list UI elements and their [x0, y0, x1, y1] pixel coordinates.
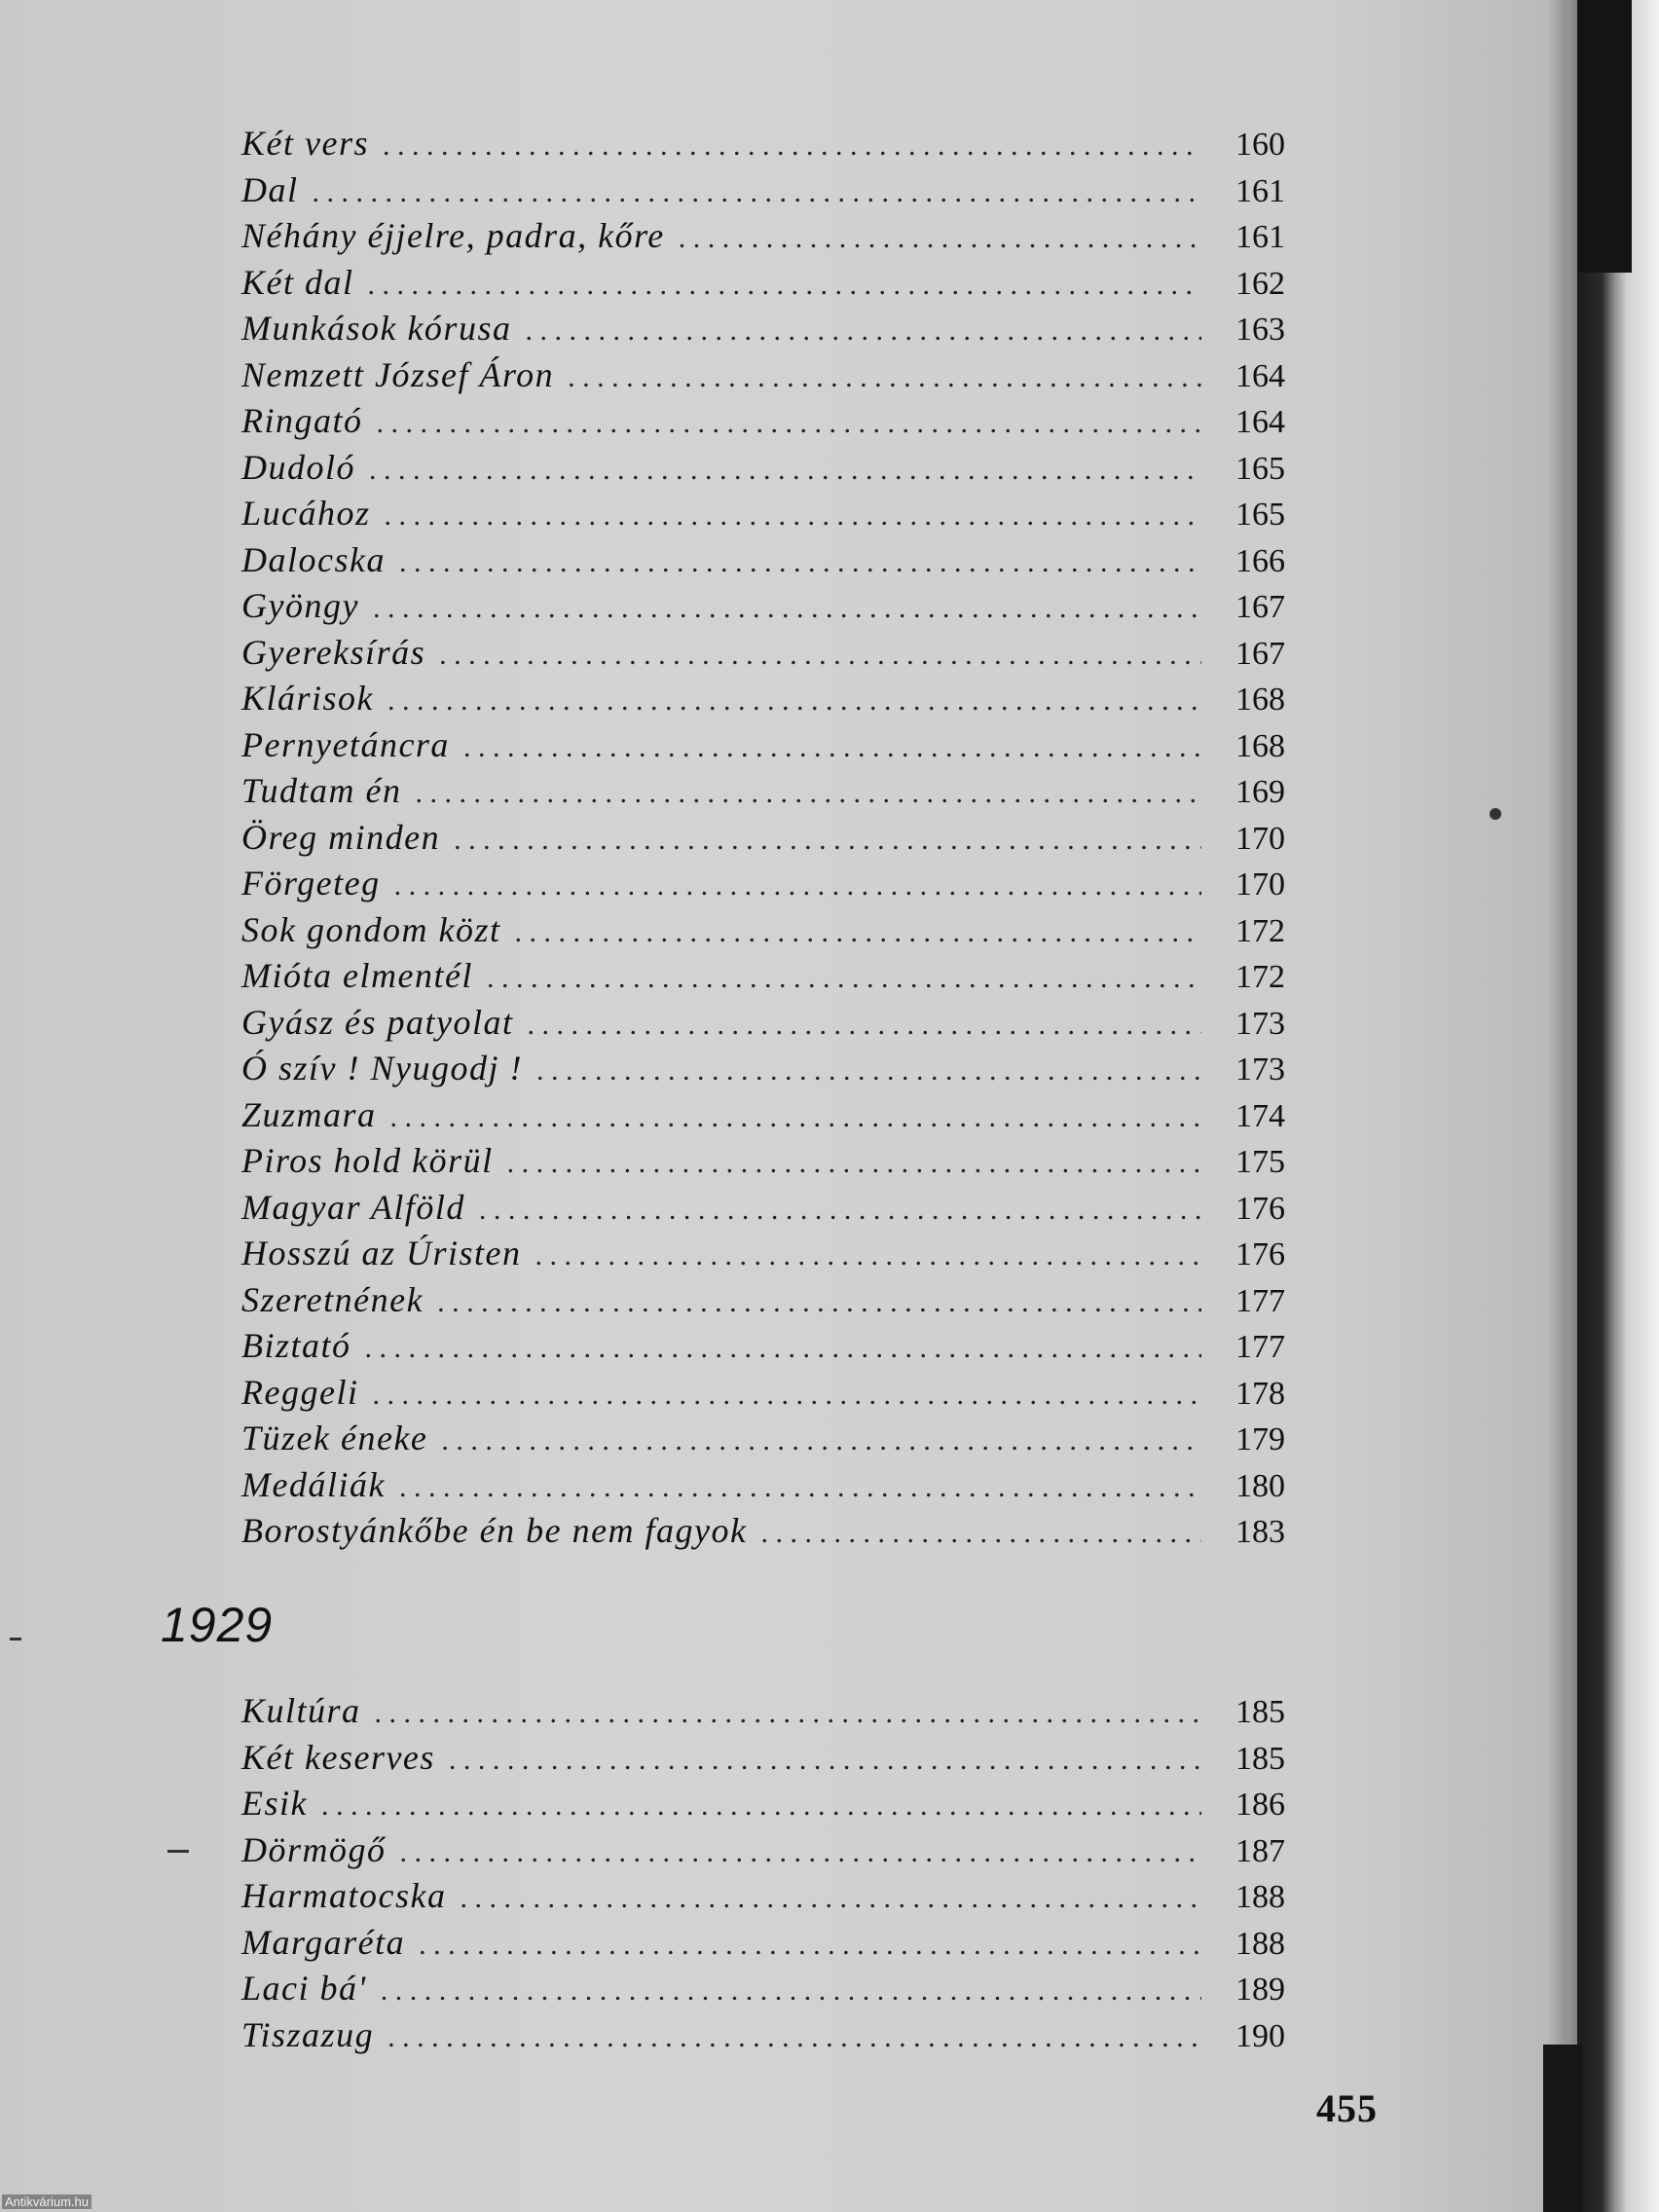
toc-entry: [241, 1094, 1285, 1141]
toc-entry-page: 172: [1235, 959, 1285, 995]
toc-entry-title: Dudoló: [241, 447, 355, 487]
toc-entry: [241, 262, 1285, 309]
dot-leader: [679, 222, 1201, 255]
toc-entry: [241, 1510, 1285, 1557]
toc-entry-title: Borostyánkőbe én be nem fagyok: [241, 1511, 748, 1550]
dot-leader: [535, 1239, 1201, 1272]
dot-leader: [514, 916, 1201, 949]
toc-entry: [241, 1187, 1285, 1234]
toc-entry-title: Két dal: [241, 262, 354, 302]
dot-leader: [381, 1974, 1201, 2008]
toc-entry-title: Nemzett József Áron: [241, 354, 555, 394]
toc-entry-page: 172: [1235, 912, 1285, 949]
toc-entry: [241, 1279, 1285, 1326]
toc-entry-page: 188: [1235, 1925, 1285, 1962]
toc-entry-page: 169: [1235, 774, 1285, 810]
toc-entry: [241, 1829, 1285, 1876]
toc-entry: [241, 215, 1285, 262]
toc-entry: [241, 955, 1285, 1002]
ink-dash: [167, 1850, 189, 1853]
toc-entry: [241, 1002, 1285, 1049]
toc-entry-title: Tüzek éneke: [241, 1419, 428, 1457]
toc-entry-page: 167: [1235, 635, 1285, 672]
toc-section-1: [241, 123, 1285, 1557]
toc-entry: [241, 447, 1285, 494]
dot-leader: [536, 1054, 1201, 1088]
dot-leader: [399, 546, 1201, 579]
toc-entry-page: 186: [1235, 1787, 1285, 1823]
dot-leader: [313, 176, 1202, 209]
toc-entry-page: 170: [1235, 866, 1285, 903]
toc-entry-page: 161: [1235, 172, 1285, 209]
book-binding: [1577, 0, 1659, 2212]
toc-entry-title: Margaréta: [241, 1922, 406, 1962]
toc-entry-page: 168: [1235, 727, 1285, 764]
toc-entry: [241, 1968, 1285, 2014]
toc-entry: [241, 123, 1285, 169]
dot-leader: [460, 1882, 1201, 1915]
dot-leader: [487, 962, 1201, 995]
dot-leader: [416, 777, 1201, 810]
toc-entry-title: Két vers: [241, 124, 369, 163]
toc-entry-page: 165: [1235, 497, 1285, 533]
toc-entry-page: 162: [1235, 265, 1285, 302]
year-heading: 1929: [161, 1598, 274, 1652]
toc-entry-page: 170: [1235, 820, 1285, 857]
dot-leader: [507, 1147, 1201, 1180]
toc-entry-page: 177: [1235, 1329, 1285, 1365]
toc-entry: [241, 817, 1285, 864]
dot-leader: [761, 1517, 1201, 1550]
toc-entry: [241, 169, 1285, 216]
toc-entry-page: 187: [1235, 1832, 1285, 1869]
toc-entry-page: 185: [1235, 1694, 1285, 1730]
toc-entry: [241, 1875, 1285, 1922]
toc-entry: [241, 585, 1285, 632]
toc-entry-title: Gyereksírás: [241, 632, 426, 672]
toc-entry-title: Lucához: [241, 494, 371, 533]
toc-entry-title: Gyöngy: [241, 586, 359, 625]
dot-leader: [372, 1379, 1201, 1412]
toc-entry-title: Sok gondom közt: [241, 909, 501, 949]
dot-leader: [394, 869, 1201, 903]
toc-entry-title: Két keserves: [241, 1737, 435, 1777]
ink-dash: [10, 1638, 21, 1641]
toc-entry-page: 164: [1235, 404, 1285, 440]
toc-entry-page: 168: [1235, 682, 1285, 718]
toc-entry: [241, 1325, 1285, 1372]
toc-entry: [241, 2014, 1285, 2061]
toc-entry: [241, 724, 1285, 771]
toc-entry-title: Biztató: [241, 1326, 351, 1365]
dot-leader: [377, 407, 1202, 440]
toc-entry: [241, 1372, 1285, 1419]
page-gutter-shadow: [1548, 0, 1577, 2212]
toc-entry-page: 185: [1235, 1740, 1285, 1777]
toc-entry: [241, 909, 1285, 956]
dot-leader: [385, 499, 1201, 533]
toc-entry-title: Ringató: [241, 401, 363, 440]
toc-entry-page: 173: [1235, 1005, 1285, 1042]
toc-entry-title: Harmatocska: [241, 1876, 447, 1915]
toc-entry-title: Hosszú az Úristen: [241, 1234, 522, 1272]
dot-leader: [463, 731, 1201, 764]
toc-entry-title: Dalocska: [241, 539, 386, 579]
toc-entry-title: Piros hold körül: [241, 1141, 494, 1180]
dot-leader: [400, 1836, 1201, 1869]
toc-entry-title: Förgeteg: [241, 864, 381, 903]
toc-entry-title: Mióta elmentél: [241, 956, 473, 995]
dot-leader: [568, 361, 1201, 394]
dot-leader: [387, 684, 1201, 718]
dot-leader: [454, 824, 1201, 857]
toc-entry-title: Klárisok: [241, 679, 375, 718]
dot-leader: [390, 1101, 1201, 1134]
toc-entry-title: Medáliák: [241, 1464, 386, 1504]
toc-entry-title: Kultúra: [241, 1691, 361, 1730]
watermark: Antikvárium.hu: [2, 2194, 92, 2209]
toc-entry-page: 178: [1235, 1375, 1285, 1412]
toc-entry: [241, 400, 1285, 447]
toc-entry: [241, 493, 1285, 539]
toc-entry-title: Tudtam én: [241, 771, 402, 810]
page-number: 455: [1316, 2086, 1378, 2130]
toc-entry-title: Zuzmara: [241, 1094, 377, 1134]
dot-leader: [383, 129, 1201, 163]
dot-leader: [387, 2021, 1201, 2054]
toc-entry-page: 174: [1235, 1097, 1285, 1134]
dot-leader: [365, 1332, 1201, 1365]
toc-entry-title: Munkások kórusa: [241, 309, 512, 348]
toc-entry-page: 160: [1235, 127, 1285, 163]
dot-leader: [441, 1424, 1201, 1457]
toc-entry-title: Magyar Alföld: [241, 1187, 465, 1227]
toc-entry: [241, 539, 1285, 586]
toc-entry-title: Reggeli: [241, 1372, 359, 1412]
toc-entry: [241, 354, 1285, 401]
toc-entry-title: Néhány éjjelre, padra, kőre: [241, 216, 665, 255]
dot-leader: [368, 269, 1202, 302]
toc-entry: [241, 1418, 1285, 1464]
toc-entry-page: 188: [1235, 1879, 1285, 1915]
toc-entry: [241, 1922, 1285, 1969]
toc-entry-title: Szeretnének: [241, 1279, 424, 1319]
toc-entry-page: 175: [1235, 1144, 1285, 1180]
dot-leader: [449, 1744, 1201, 1777]
toc-entry-title: Gyász és patyolat: [241, 1002, 514, 1042]
toc-entry-page: 179: [1235, 1421, 1285, 1457]
dot-leader: [369, 454, 1201, 487]
dot-leader: [439, 639, 1201, 672]
toc-entry: [241, 678, 1285, 724]
toc-entry: [241, 1140, 1285, 1187]
dot-leader: [527, 1009, 1201, 1042]
toc-entry: [241, 1233, 1285, 1279]
toc-entry-title: Pernyetáncra: [241, 724, 450, 764]
toc-entry-page: 163: [1235, 312, 1285, 348]
dot-leader: [321, 1789, 1201, 1823]
toc-entry-title: Ó szív ! Nyugodj !: [241, 1049, 523, 1088]
toc-entry-title: Dörmögő: [241, 1829, 387, 1869]
dot-leader: [419, 1929, 1201, 1962]
toc-entry: [241, 1464, 1285, 1511]
toc-entry-page: 166: [1235, 542, 1285, 579]
toc-entry-page: 189: [1235, 1972, 1285, 2008]
toc-entry: [241, 1737, 1285, 1784]
dot-leader: [373, 592, 1201, 625]
toc-entry-page: 165: [1235, 450, 1285, 487]
toc-entry: [241, 1690, 1285, 1737]
dot-leader: [375, 1697, 1201, 1730]
toc-entry: [241, 632, 1285, 679]
toc-entry-page: 161: [1235, 219, 1285, 255]
toc-entry-page: 190: [1235, 2017, 1285, 2054]
toc-entry-page: 176: [1235, 1190, 1285, 1227]
toc-entry: [241, 308, 1285, 354]
toc-entry: [241, 863, 1285, 909]
toc-entry-page: 176: [1235, 1236, 1285, 1272]
dot-leader: [399, 1471, 1201, 1504]
toc-entry-page: 164: [1235, 357, 1285, 394]
toc-entry-title: Tiszazug: [241, 2014, 375, 2054]
toc-entry-page: 173: [1235, 1051, 1285, 1088]
toc-entry-page: 177: [1235, 1282, 1285, 1319]
toc-entry-title: Laci bá': [241, 1969, 367, 2008]
dot-leader: [525, 314, 1201, 348]
toc-entry-page: 183: [1235, 1514, 1285, 1550]
toc-entry-page: 180: [1235, 1467, 1285, 1504]
toc-entry: [241, 1783, 1285, 1829]
binding-dark-edge-top: [1577, 0, 1632, 273]
toc-entry: [241, 770, 1285, 817]
dot-leader: [479, 1194, 1201, 1227]
binding-dark-edge-bottom: [1543, 2045, 1582, 2212]
toc-section-2: [241, 1690, 1285, 2060]
toc-entry-title: Esik: [241, 1784, 308, 1823]
toc-entry: [241, 1048, 1285, 1094]
toc-entry-page: 167: [1235, 589, 1285, 625]
dot-leader: [437, 1286, 1201, 1319]
toc-entry-title: Dal: [241, 169, 299, 209]
ink-speck: [1490, 808, 1501, 820]
toc-entry-title: Öreg minden: [241, 817, 441, 857]
